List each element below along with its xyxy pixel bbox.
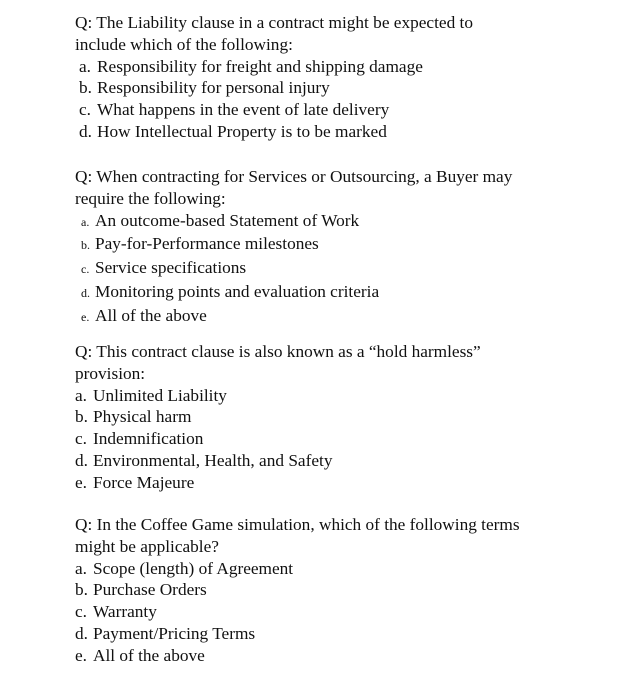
option-letter: d.	[81, 285, 90, 300]
option-letter: c.	[75, 429, 87, 449]
option-c	[75, 601, 575, 623]
option-text: Monitoring points and evaluation criteria	[95, 281, 380, 301]
option-d	[75, 450, 575, 472]
option-letter: d.	[75, 623, 88, 643]
option-a	[75, 385, 575, 407]
option-text: What happens in the event of late delivery	[97, 100, 390, 120]
question-3-options	[75, 385, 575, 494]
question-2-options	[75, 210, 575, 329]
option-d	[79, 121, 575, 143]
option-b	[81, 233, 575, 257]
question-1-options	[75, 56, 575, 143]
option-text: Physical harm	[93, 407, 192, 427]
question-4-prompt: Q: In the Coffee Game simulation, which of the following terms might be applicable?	[75, 515, 520, 556]
option-text: An outcome-based Statement of Work	[95, 210, 360, 230]
question-2-prompt: Q: When contracting for Services or Outsourcing, a Buyer may require the following:	[75, 167, 513, 208]
option-letter: b.	[79, 78, 92, 98]
option-letter: e.	[75, 645, 87, 665]
option-a	[81, 210, 575, 234]
question-4-options	[75, 558, 575, 667]
option-letter: a.	[81, 214, 90, 229]
question-1-prompt: Q: The Liability clause in a contract might be expected to include which of the following:	[75, 13, 473, 54]
option-b	[79, 77, 575, 99]
question-3	[75, 341, 575, 494]
option-letter: b.	[75, 407, 88, 427]
option-letter: d.	[75, 450, 88, 470]
option-text: Unlimited Liability	[93, 385, 227, 405]
option-text: Warranty	[93, 602, 157, 622]
option-letter: c.	[79, 100, 91, 120]
option-letter: a.	[75, 385, 87, 405]
option-letter: d.	[79, 121, 92, 141]
option-text: All of the above	[95, 305, 207, 325]
option-text: Environmental, Health, and Safety	[93, 450, 333, 470]
option-d	[75, 623, 575, 645]
option-a	[79, 56, 575, 78]
option-b	[75, 579, 575, 601]
option-text: Purchase Orders	[93, 580, 207, 600]
option-letter: b.	[75, 580, 88, 600]
option-text: Responsibility for freight and shipping damage	[97, 56, 423, 76]
option-c	[79, 99, 575, 121]
option-letter: a.	[79, 56, 91, 76]
option-letter: c.	[75, 602, 87, 622]
option-letter: b.	[81, 238, 90, 253]
option-text: How Intellectual Property is to be marked	[97, 121, 387, 141]
option-text: All of the above	[93, 645, 205, 665]
option-letter: e.	[75, 472, 87, 492]
question-2	[75, 166, 575, 329]
option-b	[75, 406, 575, 428]
option-e	[75, 645, 575, 667]
option-e	[81, 305, 575, 329]
option-a	[75, 558, 575, 580]
option-text: Pay-for-Performance milestones	[95, 234, 319, 254]
option-text: Scope (length) of Agreement	[93, 558, 294, 578]
option-text: Payment/Pricing Terms	[93, 623, 256, 643]
option-letter: a.	[75, 558, 87, 578]
option-letter: e.	[81, 309, 90, 324]
question-3-prompt: Q: This contract clause is also known as a “hold harmless” provision:	[75, 342, 481, 383]
option-e	[75, 472, 575, 494]
option-letter: c.	[81, 262, 90, 277]
option-c	[75, 428, 575, 450]
option-text: Responsibility for personal injury	[97, 78, 330, 98]
option-text: Indemnification	[93, 429, 204, 449]
option-d	[81, 281, 575, 305]
option-c	[81, 257, 575, 281]
question-4	[75, 514, 575, 667]
question-1	[75, 12, 575, 143]
option-text: Service specifications	[95, 258, 247, 278]
option-text: Force Majeure	[93, 472, 195, 492]
